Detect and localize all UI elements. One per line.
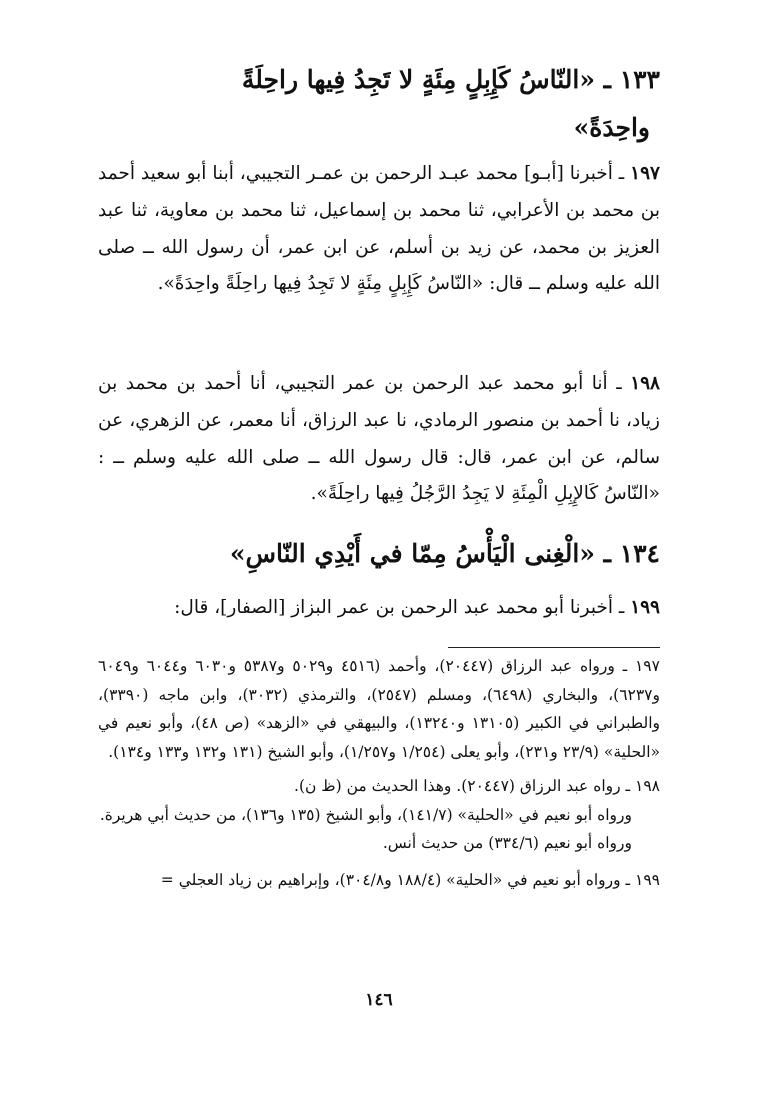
footnote-198-a: ١٩٨ ـ رواه عبد الرزاق (٢٠٤٤٧). وهذا الحديث من (ظ ن). [294,777,660,795]
hadith-198-paragraph [98,366,660,513]
hadith-199-paragraph [98,590,660,627]
footnote-198-c: ورواه أبو نعيم (٣٣٤/٦) من حديث أنس. [382,834,632,852]
heading-133-line2: واحِدَةً» [573,113,650,142]
footnote-divider [448,647,660,648]
hadith-198 [98,366,660,513]
hadith-199-number: ١٩٩ [630,597,660,618]
chapter-heading-134 [98,530,660,578]
hadith-197-number: ١٩٧ [630,163,660,184]
footnotes [98,652,660,894]
hadith-199-text: ـ أخبرنا أبو محمد عبد الرحمن بن عمر البزاز [الصفار]، قال: [174,597,625,618]
hadith-197 [98,156,660,303]
hadith-197-text: ـ أخبرنا [أبـو] محمد عبـد الرحمن بن عمـر التجيبي، أبنا أبو سعيد أحمد بن محمد بن الأعرابي، ثنا محمد بن إسماعيل، ثنا محمد بن معاوية، ثنا عبد العزيز بن محمد، عن زيد بن أسلم، عن ابن عمر، أن رسول الله ــ صلى الله عليه وسلم ــ قال: «النّاسُ كَإِبِلٍ مِئَةٍ لا تَجِدُ فِيها راحِلَةً واحِدَةً». [98,163,660,295]
hadith-197-paragraph [98,156,660,303]
heading-134: ١٣٤ ـ «الْغِنى الْيَأْسُ مِمّا في أَيْدِي النّاسِ» [229,539,660,568]
footnote-197: ١٩٧ ـ ورواه عبد الرزاق (٢٠٤٤٧)، وأحمد (٤٥١٦ و٥٠٢٩ و٥٣٨٧ و٦٠٣٠ و٦٠٤٤ و٦٠٤٩ و٦٢٣٧)، والبخاري (٦٤٩٨)، ومسلم (٢٥٤٧)، والترمذي (٣٠٣٢)، وابن ماجه (٣٣٩٠)، والطبراني في الكبير (١٣١٠٥ و١٣٢٤٠)، والبيهقي في «الزهد» (ص ٤٨)، وأبو نعيم في «الحلية» (٢٣/٩ و٢٣١)، وأبو يعلى (١/٢٥٤ و١/٢٥٧)، وأبو الشيخ (١٣١ و١٣٢ و١٣٣ و١٣٤). [98,657,660,761]
hadith-198-text: ـ أنا أبو محمد عبد الرحمن بن عمر التجيبي، أنا أحمد بن محمد بن زياد، نا أحمد بن منصور الرمادي، نا عبد الرزاق، أنا معمر، عن الزهري، عن سالم، عن ابن عمر، قال: قال رسول الله ــ صلى الله عليه وسلم ــ : «النّاسُ كَالإِبِلِ الْمِئَةِ لا يَجِدُ الرَّجُلُ فِيها راحِلَةً». [98,373,660,505]
hadith-198-number: ١٩٨ [630,373,660,394]
footnote-198-b: ورواه أبو نعيم في «الحلية» (١٤١/٧)، وأبو الشيخ (١٣٥ و١٣٦)، من حديث أبي هريرة. [99,805,632,824]
footnote-199: ١٩٩ ـ ورواه أبو نعيم في «الحلية» (١٨٨/٤ و٣٠٤/٨)، وإبراهيم بن زياد العجلي = [160,870,660,889]
hadith-199 [98,590,660,627]
chapter-heading-133 [98,56,660,152]
page-number: ١٤٦ [365,990,393,1010]
heading-133-line1: ١٣٣ ـ «النّاسُ كَإِبِلٍ مِئَةٍ لا تَجِدُ فِيها راحِلَةً [241,65,660,94]
